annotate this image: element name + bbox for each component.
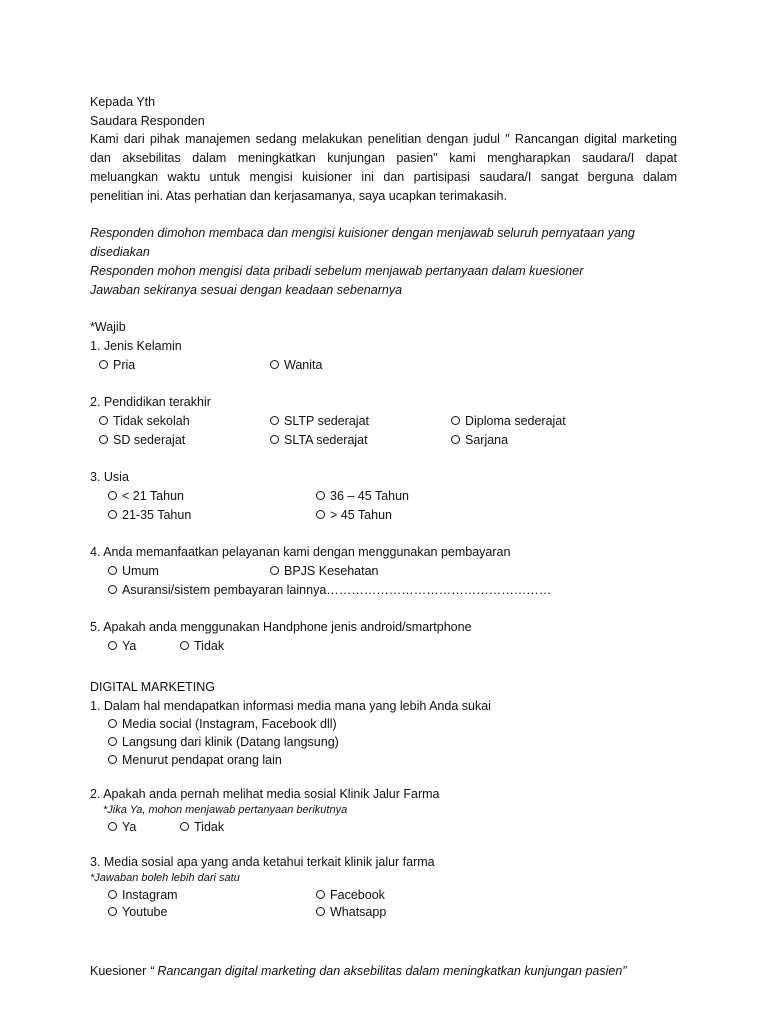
option-label: Tidak	[194, 820, 225, 834]
radio-option[interactable]	[316, 506, 392, 525]
question-note: *Jawaban boleh lebih dari satu	[90, 872, 240, 884]
radio-option[interactable]	[451, 431, 508, 450]
question-note: *Jika Ya, mohon menjawab pertanyaan berikutnya	[103, 804, 348, 816]
option-label: Facebook	[330, 888, 385, 902]
radio-option[interactable]	[108, 818, 136, 837]
radio-option[interactable]	[99, 412, 190, 431]
instruction-line: Responden dimohon membaca dan mengisi kuisioner dengan menjawab seluruh pernyataan yang	[90, 226, 635, 240]
instruction-line: Jawaban sekiranya sesuai dengan keadaan sebenarnya	[90, 283, 403, 297]
radio-option[interactable]	[451, 412, 566, 431]
radio-circle-icon	[99, 435, 108, 444]
required-marker: *Wajib	[90, 320, 126, 334]
radio-circle-icon	[316, 907, 325, 916]
radio-circle-icon	[316, 510, 325, 519]
option-label: Whatsapp	[330, 905, 387, 919]
radio-option[interactable]	[108, 637, 136, 656]
radio-circle-icon	[108, 585, 117, 594]
radio-circle-icon	[108, 907, 117, 916]
option-label: > 45 Tahun	[330, 508, 392, 522]
section-heading: DIGITAL MARKETING	[90, 680, 216, 694]
option-label: BPJS Kesehatan	[284, 564, 379, 578]
radio-option[interactable]	[99, 356, 135, 375]
radio-circle-icon	[270, 435, 279, 444]
intro-line: Kami dari pihak manajemen sedang melakukan penelitian dengan judul " Rancangan digital marketing	[90, 132, 677, 146]
option-label: SLTP sederajat	[284, 414, 370, 428]
radio-circle-icon	[108, 737, 117, 746]
question-title: 3. Usia	[90, 470, 129, 484]
option-label: Media social (Instagram, Facebook dll)	[122, 717, 337, 731]
radio-option[interactable]	[108, 751, 282, 770]
radio-option[interactable]	[270, 562, 379, 581]
radio-circle-icon	[180, 822, 189, 831]
intro-line: meluangkan waktu untuk mengisi kuisioner ini dan partisipasi saudara/I sangat berguna dalam	[90, 170, 677, 184]
radio-option[interactable]	[270, 412, 369, 431]
question-title: 4. Anda memanfaatkan pelayanan kami dengan menggunakan pembayaran	[90, 545, 511, 559]
salutation-line: Saudara Responden	[90, 114, 205, 128]
radio-circle-icon	[316, 890, 325, 899]
instruction-line: disediakan	[90, 245, 150, 259]
radio-circle-icon	[108, 510, 117, 519]
question-title: 1. Jenis Kelamin	[90, 339, 182, 353]
option-label: Diploma sederajat	[465, 414, 566, 428]
radio-circle-icon	[108, 719, 117, 728]
option-label: < 21 Tahun	[122, 489, 184, 503]
radio-circle-icon	[108, 566, 117, 575]
instruction-line: Responden mohon mengisi data pribadi sebelum menjawab pertanyaan dalam kuesioner	[90, 264, 584, 278]
radio-option[interactable]	[108, 487, 184, 506]
radio-option[interactable]	[270, 431, 368, 450]
radio-circle-icon	[108, 491, 117, 500]
option-label: Ya	[122, 820, 137, 834]
radio-circle-icon	[180, 641, 189, 650]
option-label: Menurut pendapat orang lain	[122, 753, 282, 767]
option-label: SLTA sederajat	[284, 433, 368, 447]
page-footer	[90, 962, 626, 981]
option-label: Instagram	[122, 888, 178, 902]
radio-option[interactable]	[108, 506, 191, 525]
question-title: 2. Pendidikan terakhir	[90, 395, 211, 409]
radio-circle-icon	[316, 491, 325, 500]
option-label: Sarjana	[465, 433, 509, 447]
radio-option[interactable]	[316, 487, 409, 506]
option-label: Umum	[122, 564, 159, 578]
option-label: SD sederajat	[113, 433, 186, 447]
question-title: 5. Apakah anda menggunakan Handphone jenis android/smartphone	[90, 620, 472, 634]
intro-line: dan aksebilitas dalam meningkatkan kunjungan pasien" kami mengharapkan saudara/I dapat	[90, 151, 677, 165]
option-label: Wanita	[284, 358, 323, 372]
radio-circle-icon	[108, 641, 117, 650]
radio-circle-icon	[99, 360, 108, 369]
salutation-line: Kepada Yth	[90, 95, 156, 109]
radio-option[interactable]	[108, 581, 551, 600]
radio-option[interactable]	[99, 431, 185, 450]
radio-circle-icon	[270, 360, 279, 369]
option-label: Ya	[122, 639, 137, 653]
question-title: 3. Media sosial apa yang anda ketahui terkait klinik jalur farma	[90, 855, 435, 869]
radio-option[interactable]	[180, 818, 224, 837]
radio-circle-icon	[108, 890, 117, 899]
radio-option[interactable]	[108, 562, 159, 581]
question-title: 1. Dalam hal mendapatkan informasi media mana yang lebih Anda sukai	[90, 699, 491, 713]
radio-option[interactable]	[108, 733, 339, 752]
radio-circle-icon	[451, 435, 460, 444]
radio-option[interactable]	[270, 356, 322, 375]
option-label: 21-35 Tahun	[122, 508, 192, 522]
option-label: 36 – 45 Tahun	[330, 489, 410, 503]
radio-circle-icon	[108, 755, 117, 764]
radio-circle-icon	[451, 416, 460, 425]
option-label: Asuransi/sistem pembayaran lainnya………………………………………………	[122, 583, 552, 597]
radio-circle-icon	[108, 822, 117, 831]
radio-option[interactable]	[108, 715, 337, 734]
option-label: Tidak sekolah	[113, 414, 190, 428]
radio-circle-icon	[99, 416, 108, 425]
option-label: Tidak	[194, 639, 225, 653]
option-label: Pria	[113, 358, 136, 372]
option-label: Langsung dari klinik (Datang langsung)	[122, 735, 339, 749]
radio-circle-icon	[270, 416, 279, 425]
option-label: Youtube	[122, 905, 168, 919]
checkbox-option[interactable]	[316, 903, 386, 922]
footer-label: Kuesioner	[90, 964, 147, 978]
checkbox-option[interactable]	[108, 903, 167, 922]
question-title: 2. Apakah anda pernah melihat media sosial Klinik Jalur Farma	[90, 787, 440, 801]
footer-title: “ Rancangan digital marketing dan aksebilitas dalam meningkatkan kunjungan pasien”	[149, 964, 627, 978]
radio-circle-icon	[270, 566, 279, 575]
radio-option[interactable]	[180, 637, 224, 656]
intro-line: penelitian ini. Atas perhatian dan kerjasamanya, saya ucapkan terimakasih.	[90, 189, 507, 203]
